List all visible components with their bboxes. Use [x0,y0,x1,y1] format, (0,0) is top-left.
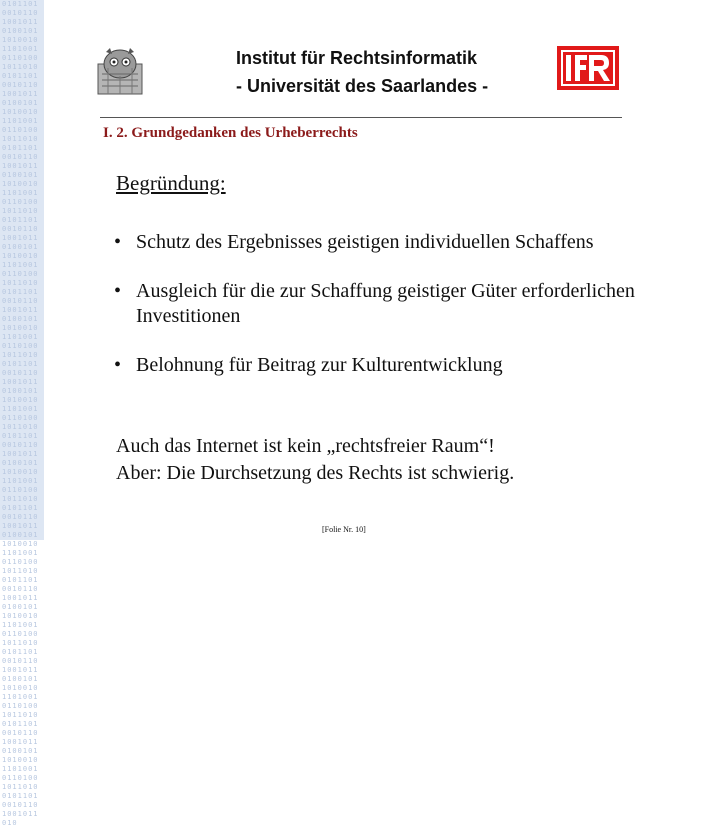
bullet-list [114,230,674,402]
bullet-item [114,279,674,329]
slide-number: [Folie Nr. 10] [322,525,366,534]
bullet-marker: • [114,231,122,253]
bullet-text: Belohnung für Beitrag zur Kulturentwicklung [136,354,503,376]
institute-title: Institut für Rechtsinformatik [236,48,478,68]
bullet-item [114,353,674,378]
bullet-marker: • [114,280,122,302]
bullet-text: Schutz des Ergebnisses geistigen individuellen Schaffens [136,231,594,253]
bullet-text: Ausgleich für die zur Schaffung geistiger Güter erforderlichen Investitionen [136,280,635,327]
university-subtitle: - Universität des Saarlandes - [236,76,489,96]
slide-heading: Begründung: [116,171,226,195]
bullet-item [114,230,674,255]
header-divider [100,117,622,118]
bullet-marker: • [114,354,122,376]
ifr-logo-icon [557,46,619,90]
closing-line: Aber: Die Durchsetzung des Rechts ist schwierig. [116,462,515,484]
closing-statement [116,433,676,487]
binary-sidebar-decoration: 0101101001011010010110100101101001011010010110100101101001011010010110100101101001011010010110100101101001011010010110100101101001011010010110100101101001011010010110100101101001011010010110100101101001011010010110100101101001011010010110100101101001011010010110100101101001011010010110100101101001011010010110100101101001011010010110100101101001011010010110100101101001011010010110100101101001011010010110100101101001011010010110100101101001011010010110100101101001011010010110100101101001011010010110100101101001011010010110100101101001011010010110100101101001011010010110100101101001011010010110100101101001011010010110100101101001011010 [0,0,44,540]
closing-line: Auch das Internet ist kein „rechtsfreier Raum“! [116,435,495,457]
university-seal-icon [96,46,144,96]
section-title: I. 2. Grundgedanken des Urheberrechts [103,125,358,141]
